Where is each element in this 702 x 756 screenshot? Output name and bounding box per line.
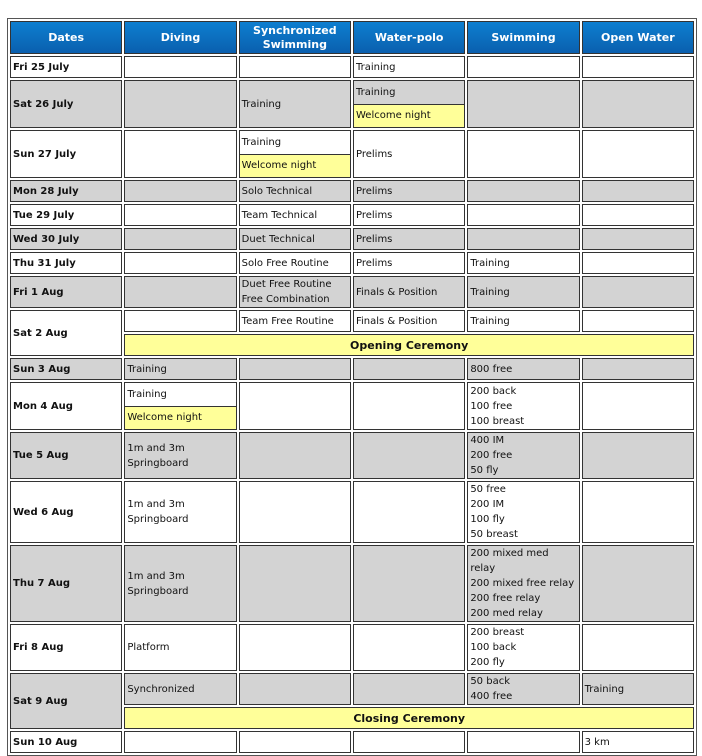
cell-text: Training [127,388,167,400]
cell-text: Prelims [355,257,393,269]
synchronized-swimming-cell [239,310,351,332]
cell-text: 200 med relay [470,608,543,619]
diving-cell [124,358,236,380]
header-diving: Diving [124,21,236,54]
cell-text: Duet Free Routine Free Combination [241,279,332,305]
table-row [10,130,694,178]
welcome-night-highlight: Welcome night [240,154,350,178]
date-cell: Sun 27 July [10,130,122,178]
synchronized-swimming-cell [239,80,351,128]
synchronized-swimming-cell [239,731,351,753]
cell-text: 200 breast [470,627,525,638]
date-cell: Wed 30 July [10,228,122,250]
cell-text: Prelims [355,148,393,160]
date-cell: Sun 3 Aug [10,358,122,380]
open-water-cell [582,358,694,380]
diving-cell [124,204,236,226]
open-water-cell [582,382,694,430]
ceremony-banner: Opening Ceremony [124,334,694,356]
cell-text: 400 free [470,691,513,702]
table-row [10,673,694,705]
cell-text: Training [127,363,167,375]
table-row [10,310,694,332]
swimming-cell [467,731,579,753]
table-row [10,228,694,250]
swimming-cell [467,358,579,380]
cell-text: Training [470,257,510,269]
welcome-night-highlight: Welcome night [354,104,464,128]
synchronized-swimming-cell [239,624,351,671]
header-water-polo: Water-polo [353,21,465,54]
open-water-cell [582,673,694,705]
diving-cell [124,56,236,78]
water-polo-cell [353,545,465,622]
cell-text: 400 IM [470,435,505,446]
water-polo-cell [353,731,465,753]
cell-text: Duet Technical [241,233,315,245]
cell-text: 100 fly [470,514,505,525]
table-row [10,56,694,78]
swimming-cell [467,204,579,226]
swimming-cell [467,545,579,622]
table-row [10,358,694,380]
ceremony-banner: Closing Ceremony [124,707,694,729]
table-row [10,180,694,202]
swimming-cell [467,276,579,308]
open-water-cell [582,204,694,226]
diving-cell [124,228,236,250]
swimming-cell [467,382,579,430]
header-open-water: Open Water [582,21,694,54]
synchronized-swimming-cell [239,673,351,705]
cell-text: Training [584,683,625,695]
date-cell: Fri 1 Aug [10,276,122,308]
date-cell: Sun 10 Aug [10,731,122,753]
table-row [10,432,694,479]
water-polo-cell [353,432,465,479]
cell-text: Platform [127,642,170,653]
synchronized-swimming-cell [239,228,351,250]
date-cell: Sat 9 Aug [10,673,122,729]
date-cell: Fri 8 Aug [10,624,122,671]
synchronized-swimming-cell [239,130,351,178]
open-water-cell [582,252,694,274]
swimming-cell [467,252,579,274]
cell-text: 100 back [470,642,517,653]
cell-text: Prelims [355,233,393,245]
open-water-cell [582,731,694,753]
date-cell: Tue 5 Aug [10,432,122,479]
open-water-cell [582,180,694,202]
diving-cell [124,276,236,308]
header-swimming: Swimming [467,21,579,54]
date-cell: Fri 25 July [10,56,122,78]
date-cell: Mon 4 Aug [10,382,122,430]
cell-text: Solo Technical [241,185,313,197]
synchronized-swimming-cell [239,358,351,380]
cell-text: 1m and 3m Springboard [127,570,189,597]
open-water-cell [582,130,694,178]
open-water-cell [582,481,694,543]
table-row [10,276,694,308]
table-row [10,204,694,226]
cell-text: Training [355,86,396,98]
header-dates: Dates [10,21,122,54]
diving-cell [124,180,236,202]
cell-text: 200 fly [470,657,505,668]
cell-text: Finals & Position [355,286,438,298]
diving-cell [124,481,236,543]
cell-text: 3 km [584,736,610,748]
water-polo-cell [353,80,465,128]
date-cell: Thu 31 July [10,252,122,274]
cell-text: Team Free Routine [241,315,334,327]
diving-cell [124,731,236,753]
water-polo-cell [353,382,465,430]
synchronized-swimming-cell [239,204,351,226]
water-polo-cell [353,624,465,671]
cell-text: 1m and 3m Springboard [127,442,189,469]
table-row [10,545,694,622]
cell-text: Training [470,286,510,298]
table-row [10,382,694,430]
cell-text: 200 back [470,385,517,397]
water-polo-cell [353,481,465,543]
cell-text: 200 free [470,450,513,461]
synchronized-swimming-cell [239,545,351,622]
cell-text: Finals & Position [355,315,438,327]
table-row [10,731,694,753]
open-water-cell [582,276,694,308]
water-polo-cell [353,310,465,332]
welcome-night-highlight: Welcome night [125,406,235,430]
cell-text: 200 free relay [470,593,541,604]
header-row [10,21,694,54]
diving-cell [124,432,236,479]
diving-cell [124,382,236,430]
cell-text: Training [470,315,510,327]
diving-cell [124,673,236,705]
table-row [10,481,694,543]
date-cell: Wed 6 Aug [10,481,122,543]
cell-text: 50 back [470,676,510,687]
swimming-cell [467,481,579,543]
open-water-cell [582,624,694,671]
cell-text: Prelims [355,185,393,197]
open-water-cell [582,310,694,332]
swimming-cell [467,56,579,78]
swimming-cell [467,180,579,202]
cell-text: Training [355,61,396,73]
open-water-cell [582,432,694,479]
cell-text: Prelims [355,209,393,221]
synchronized-swimming-cell [239,276,351,308]
date-cell: Sat 26 July [10,80,122,128]
water-polo-cell [353,276,465,308]
cell-text: Team Technical [241,209,318,221]
cell-text: 50 breast [470,529,518,540]
open-water-cell [582,56,694,78]
synchronized-swimming-cell [239,481,351,543]
cell-text: Training [241,98,282,110]
date-cell: Tue 29 July [10,204,122,226]
cell-text: 100 free [470,400,513,412]
swimming-cell [467,80,579,128]
water-polo-cell [353,180,465,202]
cell-text: 1m and 3m Springboard [127,499,189,525]
swimming-cell [467,310,579,332]
cell-text: 200 mixed free relay [470,578,575,589]
cell-text: 50 fly [470,465,499,476]
synchronized-swimming-cell [239,252,351,274]
diving-cell [124,310,236,332]
water-polo-cell [353,358,465,380]
table-row [10,624,694,671]
cell-text: Synchronized [127,683,195,695]
swimming-cell [467,624,579,671]
synchronized-swimming-cell [239,180,351,202]
swimming-cell [467,130,579,178]
cell-text: 50 free [470,484,506,495]
table-row [10,80,694,128]
water-polo-cell [353,204,465,226]
synchronized-swimming-cell [239,382,351,430]
synchronized-swimming-cell [239,432,351,479]
water-polo-cell [353,228,465,250]
date-cell: Mon 28 July [10,180,122,202]
open-water-cell [582,228,694,250]
cell-text: 100 breast [470,415,525,427]
swimming-cell [467,228,579,250]
date-cell: Sat 2 Aug [10,310,122,356]
date-cell: Thu 7 Aug [10,545,122,622]
cell-text: Training [241,136,282,148]
cell-text: 800 free [470,363,513,375]
open-water-cell [582,545,694,622]
table-row [10,252,694,274]
water-polo-cell [353,673,465,705]
swimming-cell [467,673,579,705]
open-water-cell [582,80,694,128]
cell-text: 200 mixed med relay [470,548,549,574]
cell-text: 200 IM [470,499,505,510]
schedule-table [7,18,697,756]
water-polo-cell [353,130,465,178]
diving-cell [124,252,236,274]
water-polo-cell [353,252,465,274]
header-synchronized-swimming: Synchronized Swimming [239,21,351,54]
synchronized-swimming-cell [239,56,351,78]
swimming-cell [467,432,579,479]
cell-text: Solo Free Routine [241,257,329,269]
diving-cell [124,624,236,671]
water-polo-cell [353,56,465,78]
diving-cell [124,545,236,622]
diving-cell [124,80,236,128]
diving-cell [124,130,236,178]
